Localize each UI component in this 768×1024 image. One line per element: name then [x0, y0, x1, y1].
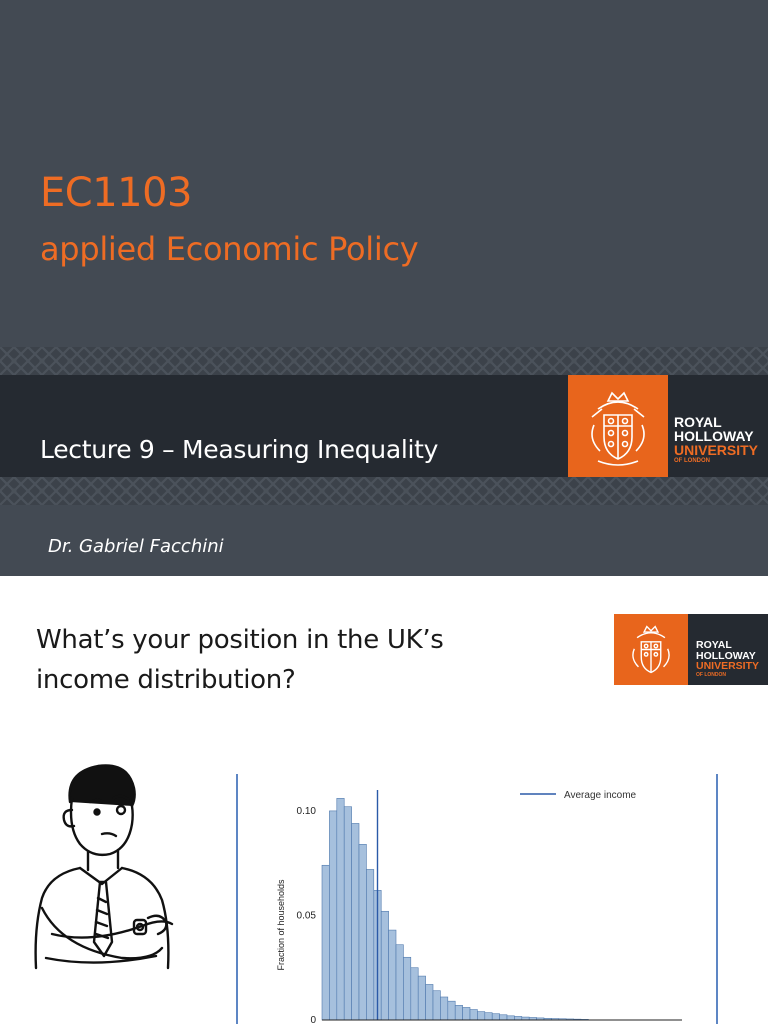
slide-question: What’s your position in the UK’s income distribution? [36, 625, 444, 695]
y-axis-label: Fraction of households [276, 879, 286, 971]
course-title: applied Economic Policy [40, 230, 419, 268]
histogram-bar [381, 911, 388, 1020]
histogram-bar [500, 1015, 507, 1020]
income-histogram [262, 776, 682, 1024]
histogram-bar [344, 807, 351, 1020]
histogram-bar [352, 823, 359, 1020]
histogram-bar [463, 1007, 470, 1020]
histogram-bar [366, 869, 373, 1020]
histogram-bar [485, 1013, 492, 1020]
histogram-bar [411, 968, 418, 1020]
y-tick-label: 0.10 [296, 805, 316, 817]
logo-wordmark: ROYAL HOLLOWAY UNIVERSITY OF LONDON [674, 414, 759, 464]
histogram-bar [322, 865, 329, 1020]
lecture-title: Lecture 9 – Measuring Inequality [40, 435, 439, 464]
crest-icon [568, 375, 668, 477]
histogram-bar [396, 945, 403, 1020]
histogram-bar [448, 1001, 455, 1020]
histogram-bar [507, 1016, 514, 1020]
chart-frame-right [716, 774, 718, 1024]
histogram-bar [389, 930, 396, 1020]
histogram-bar [440, 997, 447, 1020]
university-logo [568, 375, 768, 477]
logo-wordmark: ROYAL HOLLOWAY UNIVERSITY OF LONDON [696, 639, 760, 678]
histogram-bar [403, 957, 410, 1020]
histogram-bar [492, 1014, 499, 1020]
chart-frame-left [236, 774, 238, 1024]
university-logo-small [614, 614, 768, 685]
histogram-bar [426, 984, 433, 1020]
y-tick-label: 0.05 [296, 910, 316, 922]
histogram-bar [470, 1010, 477, 1020]
legend-label: Average income [564, 790, 637, 801]
histogram-bar [337, 798, 344, 1020]
decorative-pattern-bottom [0, 477, 768, 505]
content-slide [0, 576, 768, 1024]
histogram-bar [359, 844, 366, 1020]
crest-icon [614, 614, 688, 685]
histogram-bar [514, 1016, 521, 1020]
histogram-bar [329, 811, 336, 1020]
histogram-bar [433, 991, 440, 1020]
author-name: Dr. Gabriel Facchini [48, 536, 224, 557]
histogram-bar [455, 1005, 462, 1020]
histogram-bar [477, 1012, 484, 1020]
histogram-bar [418, 976, 425, 1020]
decorative-pattern-top [0, 347, 768, 375]
thinking-person-illustration [22, 758, 192, 984]
course-code: EC1103 [40, 170, 192, 216]
y-tick-label: 0 [310, 1015, 316, 1024]
